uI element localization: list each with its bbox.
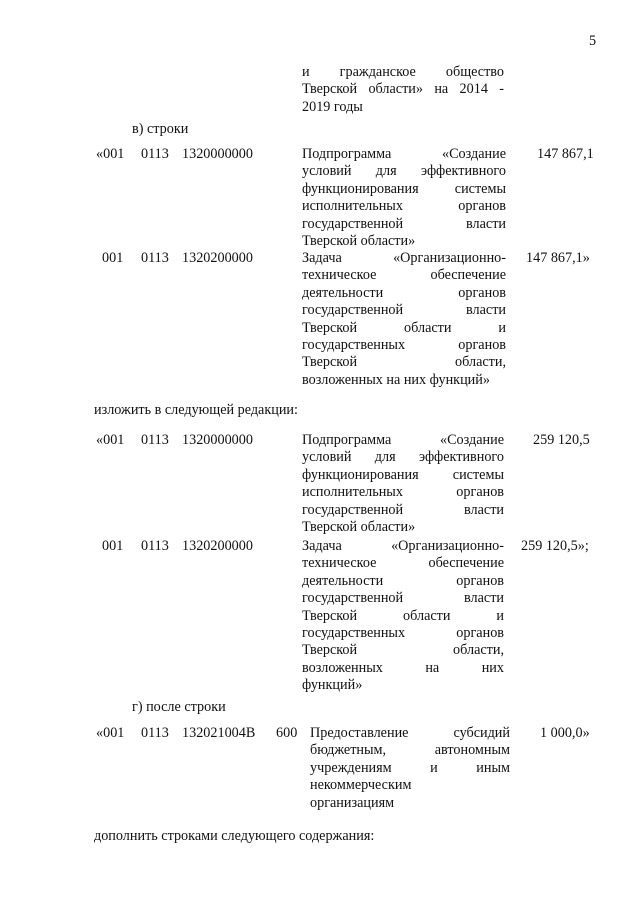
text-line: деятельности органов xyxy=(302,572,504,589)
text-line: государственных органов xyxy=(302,337,506,354)
row-description xyxy=(302,538,504,695)
row-code-2: 0113 xyxy=(141,146,169,162)
text-line: возложенных на них функций» xyxy=(302,371,490,388)
label-g: г) после строки xyxy=(132,699,226,715)
phrase-add: дополнить строками следующего содержания: xyxy=(94,828,375,844)
text-line: Предоставление субсидий xyxy=(310,725,510,741)
text-line: Тверской области, xyxy=(302,642,504,659)
row-value: 259 120,5 xyxy=(533,432,590,448)
text-line: исполнительных органов xyxy=(302,198,506,215)
row-value: 147 867,1» xyxy=(526,250,590,266)
text-line: Подпрограмма «Создание xyxy=(302,432,504,448)
page-number: 5 xyxy=(589,33,597,49)
text-line: Тверской области» на 2014 - xyxy=(302,81,504,98)
phrase-replace: изложить в следующей редакции: xyxy=(94,402,298,418)
text-line: и гражданское общество xyxy=(302,64,504,80)
text-line: исполнительных органов xyxy=(302,484,504,501)
text-line: условий для эффективного xyxy=(302,163,506,180)
text-line: Задача «Организационно- xyxy=(302,250,506,266)
text-line: Тверской области» xyxy=(302,519,416,536)
text-line: техническое обеспечение xyxy=(302,267,506,284)
text-line: государственной власти xyxy=(302,501,504,518)
row-code-1: 001 xyxy=(102,250,124,266)
text-line: 2019 годы xyxy=(302,98,363,115)
row-code-2: 0113 xyxy=(141,725,169,741)
text-line: государственной власти xyxy=(302,215,506,232)
row-code-4: 600 xyxy=(276,725,298,741)
row-value: 1 000,0» xyxy=(540,725,590,741)
text-line: деятельности органов xyxy=(302,284,506,301)
row-description xyxy=(302,146,506,250)
text-line: организациям xyxy=(310,794,395,811)
text-line: Тверской области» xyxy=(302,233,416,250)
row-code-3: 1320200000 xyxy=(182,538,253,554)
row-code-3: 132021004В xyxy=(182,725,256,741)
row-code-1: «001 xyxy=(96,146,125,162)
text-line: Подпрограмма «Создание xyxy=(302,146,506,162)
row-code-1: 001 xyxy=(102,538,124,554)
text-line: Тверской области и xyxy=(302,319,506,336)
row-code-3: 1320000000 xyxy=(182,146,253,162)
text-line: государственной власти xyxy=(302,302,506,319)
label-v: в) строки xyxy=(132,121,189,137)
text-line: государственной власти xyxy=(302,590,504,607)
text-line: Задача «Организационно- xyxy=(302,538,504,554)
text-line: Тверской области, xyxy=(302,354,506,371)
row-code-1: «001 xyxy=(96,432,125,448)
row-code-1: «001 xyxy=(96,725,125,741)
text-line: условий для эффективного xyxy=(302,449,504,466)
text-line: бюджетным, автономным xyxy=(310,742,510,759)
row-description xyxy=(302,432,504,536)
top-text-block xyxy=(302,64,504,116)
text-line: некоммерческим xyxy=(310,777,412,794)
text-line: функционирования системы xyxy=(302,180,506,197)
row-description xyxy=(310,725,510,812)
row-code-2: 0113 xyxy=(141,432,169,448)
text-line: функционирования системы xyxy=(302,466,504,483)
text-line: возложенных на них xyxy=(302,659,504,676)
text-line: государственных органов xyxy=(302,625,504,642)
row-description xyxy=(302,250,506,389)
text-line: техническое обеспечение xyxy=(302,555,504,572)
row-code-3: 1320200000 xyxy=(182,250,253,266)
row-code-2: 0113 xyxy=(141,250,169,266)
row-value: 147 867,1 xyxy=(537,146,594,162)
row-code-2: 0113 xyxy=(141,538,169,554)
row-value: 259 120,5»; xyxy=(521,538,589,554)
text-line: учреждениям и иным xyxy=(310,759,510,776)
text-line: Тверской области и xyxy=(302,607,504,624)
row-code-3: 1320000000 xyxy=(182,432,253,448)
text-line: функций» xyxy=(302,677,363,694)
